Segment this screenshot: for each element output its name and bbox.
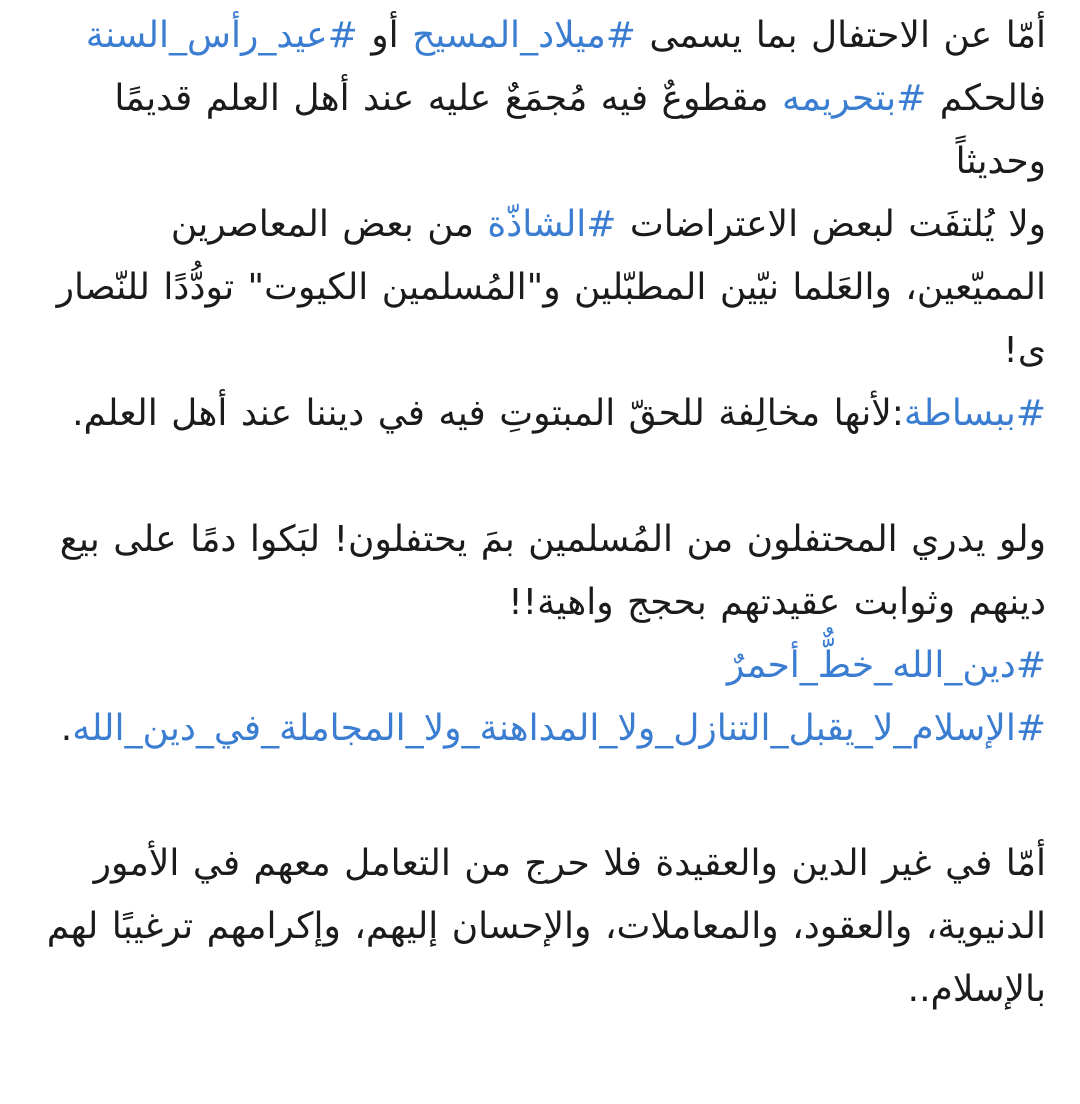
paragraph-objections (34, 193, 1046, 382)
paragraph-islam-no-compromise (34, 697, 1046, 760)
paragraph-red-line (34, 634, 1046, 697)
text-segment: مقطوعٌ فيه مُجمَعٌ عليه عند أهل العلم قديمًا وحديثاً (114, 78, 1046, 182)
hashtag-red-line[interactable]: #دين_الله_خطٌّ_أحمرٌ (726, 645, 1046, 686)
text-segment: ولو يدري المحتفلون من المُسلمين بمَ يحتفلون! لبَكوا دمًا على بيع دينهم وثوابت عقيدتهم بحجج واهية!! (59, 519, 1046, 623)
text-segment: أو (357, 15, 413, 56)
paragraph-simply (34, 382, 1046, 445)
hashtag-prohibition[interactable]: #بتحريمه (782, 78, 927, 119)
text-segment: :لأنها مخالِفة للحقّ المبتوتِ فيه في ديننا عند أهل العلم. (72, 393, 904, 434)
paragraph-if-they-knew (34, 508, 1046, 634)
hashtag-no-compromise[interactable]: #الإسلام_لا_يقبل_التنازل_ولا_المداهنة_ولا_المجاملة_في_دين_الله (72, 708, 1046, 749)
hashtag-simply[interactable]: #ببساطة (903, 393, 1046, 434)
paragraph-spacer (34, 445, 1046, 508)
paragraph-spacer (34, 760, 1046, 832)
text-segment: فالحكم (926, 78, 1046, 119)
text-segment: . (60, 708, 73, 749)
paragraph-worldly-dealings (34, 832, 1046, 1021)
hashtag-anomalous[interactable]: #الشاذّة (487, 204, 617, 245)
paragraph-ruling (34, 67, 1046, 193)
text-segment: أمّا في غير الدين والعقيدة فلا حرج من التعامل معهم في الأمور الدنيوية، والعقود، والمعاملات، والإحسان إليهم، وإكرامهم ترغيبًا لهم بالإسلام.. (46, 843, 1046, 1010)
hashtag-christmas[interactable]: #ميلاد_المسيح (412, 15, 636, 56)
text-segment: ولا يُلتفَت لبعض الاعتراضات (616, 204, 1046, 245)
text-segment: أمّا عن الاحتفال بما يسمى (635, 15, 1046, 56)
paragraph-celebration (34, 4, 1046, 67)
text-segment: من بعض المعاصرين المميّعين، والعَلما نيّين المطبّلين و"المُسلمين الكيوت" تودُّدًا للنّصار ى! (56, 204, 1046, 371)
hashtag-new-year[interactable]: #عيد_رأس_السنة (85, 15, 358, 56)
